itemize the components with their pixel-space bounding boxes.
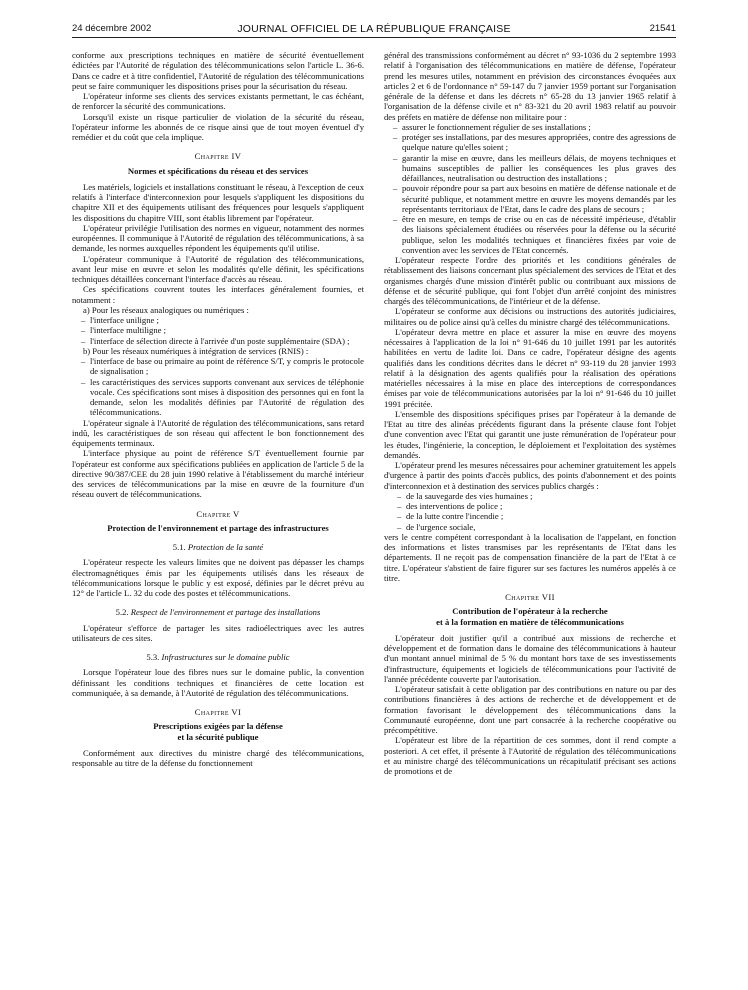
chapter-title: Protection de l'environnement et partage des infrastructures xyxy=(107,522,329,533)
list-item: – des interventions de police ; xyxy=(397,501,676,511)
section-heading xyxy=(72,607,364,617)
paragraph: L'opérateur satisfait à cette obligation par des contributions en nature ou par des contributions financières à des actions de recherche et de développement et de formation favorisant le développement des télécommunications dans la Communauté européenne, dont une part consacrée à la recherche coopérative ou précompétitive. xyxy=(384,684,676,735)
list-item: – protéger ses installations, par des mesures appropriées, contre des agressions de quelque nature qu'elles soient ; xyxy=(393,132,676,153)
chapter-title-line: Prescriptions exigées par la défense xyxy=(153,721,283,732)
paragraph: L'opérateur privilégie l'utilisation des normes en vigueur, notamment des normes européennes. Il communique à l'Autorité de régulation des télécommunications, à sa demande, les normes auxquelles répondent les équipements qu'il utilise. xyxy=(72,222,364,254)
list-label: a) Pour les réseaux analogiques ou numériques : xyxy=(83,304,249,315)
list-item: – garantir la mise en œuvre, dans les meilleurs délais, de moyens techniques et humains susceptibles de pallier les conséquences les plus graves des défaillances, neutralisation ou destruction des installations ; xyxy=(393,153,676,184)
right-column xyxy=(384,50,676,985)
paragraph: L'interface physique au point de référence S/T éventuellement fournie par l'opérateur est conforme aux spécifications publiées en application de l'article 5 de la directive 90/387/CEE du 28 juin 1990 relative à l'établissement du marché intérieur des services de télécommunications par la mise en œuvre de la fourniture d'un réseau ouvert de télécommunications. xyxy=(72,448,364,500)
list-a xyxy=(72,315,364,346)
paragraph: L'opérateur doit justifier qu'il a contribué aux missions de recherche et développement et de formation dans le domaine des télécommunications à hauteur d'un montant annuel minimal de 5 % du montant hors taxe de ses investissements d'infrastructure, équipements et logiciels de télécommunications pour l'activité de l'année précédente couverte par l'autorisation. xyxy=(384,632,676,684)
list-defense xyxy=(384,122,676,255)
chapter-title-line: Contribution de l'opérateur à la recherche xyxy=(452,606,608,617)
paragraph: Ces spécifications couvrent toutes les interfaces généralement fournies, et notamment : xyxy=(72,284,364,305)
header-date: 24 décembre 2002 xyxy=(72,23,152,34)
paragraph: Les matériels, logiciels et installations constituant le réseau, à l'exception de ceux relatifs à l'interface d'interconnexion pour lesquels s'appliquent les dispositions du chapitre XII et des équipements utilisant des fréquences pour lesquels s'appliquent les dispositions du chapitre VIII, sont établis librement par l'opérateur. xyxy=(72,181,364,223)
paragraph: Lorsqu'il existe un risque particulier de violation de la sécurité du réseau, l'opérateur informe les abonnés de ce risque ainsi que de tout moyen éventuel d'y remédier et du coût que cela implique. xyxy=(72,111,364,142)
paragraph: général des transmissions conformément au décret n° 93-1036 du 2 septembre 1993 relatif à l'organisation des télécommunications en matière de défense, l'opérateur prend les mesures utiles, notamment en prévision des circonstances évoquées aux articles 2 et 6 de l'ordonnance n° 59-147 du 7 janvier 1959 portant sur l'organisation générale de la défense et dans les décrets n° 65-28 du 13 janvier 1965 relatif à l'organisation de la défense civile et n° 83-321 du 20 avril 1983 relatif au pouvoir des préfets en matière de défense non militaire pour : xyxy=(384,50,676,122)
paragraph: L'opérateur communique à l'Autorité de régulation des télécommunications, avant leur mise en œuvre et selon les modalités qu'elle définit, les spécifications techniques détaillées concernant l'interface d'accès au réseau. xyxy=(72,253,364,284)
list-item: – assurer le fonctionnement régulier de ses installations ; xyxy=(393,122,676,132)
paragraph: L'opérateur informe ses clients des services existants permettant, le cas échéant, de renforcer la sécurité des communications. xyxy=(72,91,364,112)
list-b xyxy=(72,356,364,418)
list-item: – l'interface uniligne ; xyxy=(81,315,364,325)
chapter-label: Chapitre VI xyxy=(194,707,242,717)
list-item: – de la sauvegarde des vies humaines ; xyxy=(397,491,676,501)
chapter-title: Normes et spécifications du réseau et des services xyxy=(127,165,309,176)
paragraph: L'opérateur respecte l'ordre des priorités et les conditions générales de rétablissement des liaisons concernant plus spécialement des services de l'Etat et des organismes chargés d'une mission d'intérêt public ou contribuant aux missions de défense et de sécurité publique, qui font l'objet d'un arrêté conjoint des ministres chargés des télécommunications, de l'intérieur et de la défense. xyxy=(384,255,676,306)
page-header xyxy=(72,23,676,38)
list-item: – les caractéristiques des services supports convenant aux services de téléphonie vocale. Ces spécifications sont mises à disposition des personnes qui en font la demande, selon les modalités définies par l'Autorité de régulation des télécommunications. xyxy=(81,377,364,418)
page-number: 21541 xyxy=(649,23,676,34)
section-number: 5.1. xyxy=(172,542,186,552)
list-emergency xyxy=(384,491,676,532)
left-column xyxy=(72,50,364,985)
chapter-title-line: et à la formation en matière de télécommunications xyxy=(436,616,624,627)
list-item: – pouvoir répondre pour sa part aux besoins en matière de défense nationale et de sécurité publique, et notamment mettre en œuvre les moyens demandés par les représentants territoriaux de l'Etat, dans le cadre des plans de secours ; xyxy=(393,183,676,214)
chapter-label: Chapitre VII xyxy=(505,592,555,602)
list-item: – l'interface de base ou primaire au point de référence S/T, y compris le protocole de signalisation ; xyxy=(81,356,364,377)
paragraph: Lorsque l'opérateur loue des fibres nues sur le domaine public, la convention définissant les conditions techniques et financières de cette location est communiquée, à sa demande, à l'Autorité de régulation des télécommunications. xyxy=(72,667,364,698)
list-item: – de l'urgence sociale, xyxy=(397,522,676,532)
chapter-label: Chapitre IV xyxy=(194,151,242,162)
paragraph: L'opérateur prend les mesures nécessaires pour acheminer gratuitement les appels d'urgence à partir des points d'accès publics, des points d'abonnement et des points d'interconnexion et à destination des services publics chargés : xyxy=(384,460,676,491)
paragraph: L'opérateur devra mettre en place et assurer la mise en œuvre des moyens nécessaires à l'application de la loi n° 91-646 du 10 juillet 1991 par les autorités habilitées en vertu de ladite loi. Dans ce cadre, l'opérateur désigne des agents qualifiés dans les conditions décrites dans le décret n° 93-119 du 28 janvier 1993 relatif à la désignation des agents qualifiés pour la réalisation des opérations matérielles nécessaires à la mise en place des interceptions de correspondances émises par voie de télécommunications autorisées par la loi n° 91-646 du 10 juillet 1991 précitée. xyxy=(384,326,676,409)
header-title: JOURNAL OFFICIEL DE LA RÉPUBLIQUE FRANÇAISE xyxy=(237,23,511,35)
list-label: b) Pour les réseaux numériques à intégration de services (RNIS) : xyxy=(83,345,309,356)
paragraph: L'opérateur se conforme aux décisions ou instructions des autorités judiciaires, militaires ou de police ainsi qu'à celles du ministre chargé des télécommunications. xyxy=(384,306,676,327)
list-item: – l'interface multiligne ; xyxy=(81,325,364,335)
paragraph: L'opérateur respecte les valeurs limites que ne doivent pas dépasser les champs électromagnétiques émis par les équipements utilisés dans les réseaux de télécommunications lorsque le public y est exposé, définies par le décret prévu au 12° de l'article L. 32 du code des postes et télécommunications. xyxy=(72,557,364,598)
section-heading xyxy=(72,652,364,662)
paragraph: conforme aux prescriptions techniques en matière de sécurité éventuellement édictées par l'Autorité de régulation des télécommunications selon l'article L. 36-6. Dans ce cadre et à titre confidentiel, l'Autorité de régulation des télécommunications peut se faire communiquer les dispositions prises pour la sécurisation du réseau. xyxy=(72,50,364,91)
paragraph: L'opérateur signale à l'Autorité de régulation des télécommunications, sans retard indû, les caractéristiques de son réseau qui affectent le bon fonctionnement des équipements terminaux. xyxy=(72,417,364,448)
section-title: Infrastructures sur le domaine public xyxy=(161,652,290,662)
paragraph: L'ensemble des dispositions spécifiques prises par l'opérateur à la demande de l'Etat au titre des alinéas précédents figurant dans la présente clause font l'objet d'une convention avec l'Etat qui garantit une juste rémunération de l'opérateur pour les études, l'ingénierie, la conception, le déploiement et l'exploitation des systèmes demandés. xyxy=(384,408,676,460)
paragraph: vers le centre compétent correspondant à la localisation de l'appelant, en fonction des informations et listes transmises par les représentants de l'Etat dans les départements. Il ne reçoit pas de compensation financière de la part de l'Etat à ce titre. L'opérateur s'abstient de faire figurer sur ses factures les numéros appelés à ce titre. xyxy=(384,531,676,583)
list-item: – être en mesure, en temps de crise ou en cas de nécessité impérieuse, d'établir des liaisons spécialement étudiées ou réservées pour la défense ou la sécurité publique, selon les modalités techniques et financières fixées par voie de convention avec les services de l'Etat concernés. xyxy=(393,214,676,255)
list-item: – l'interface de sélection directe à l'arrivée d'un poste supplémentaire (SDA) ; xyxy=(81,336,364,346)
chapter-label: Chapitre V xyxy=(196,508,240,519)
paragraph: L'opérateur s'efforce de partager les sites radioélectriques avec les autres utilisateurs de ces sites. xyxy=(72,622,364,643)
paragraph: Conformément aux directives du ministre chargé des télécommunications, responsable au titre de la défense du fonctionnement xyxy=(72,747,364,768)
list-item: – de la lutte contre l'incendie ; xyxy=(397,511,676,521)
section-number: 5.2. xyxy=(115,607,129,618)
chapter-title-line: et la sécurité publique xyxy=(177,731,259,742)
section-number: 5.3. xyxy=(146,652,160,662)
section-heading xyxy=(72,542,364,552)
section-title: Respect de l'environnement et partage des installations xyxy=(130,607,321,618)
paragraph: L'opérateur est libre de la répartition de ces sommes, dont il rend compte a posteriori. A cet effet, il présente à l'Autorité de régulation des télécommunications et au ministre chargé des télécommunications un récapitulatif précisant ses actions de promotions et de xyxy=(384,735,676,776)
section-title: Protection de la santé xyxy=(187,542,264,552)
